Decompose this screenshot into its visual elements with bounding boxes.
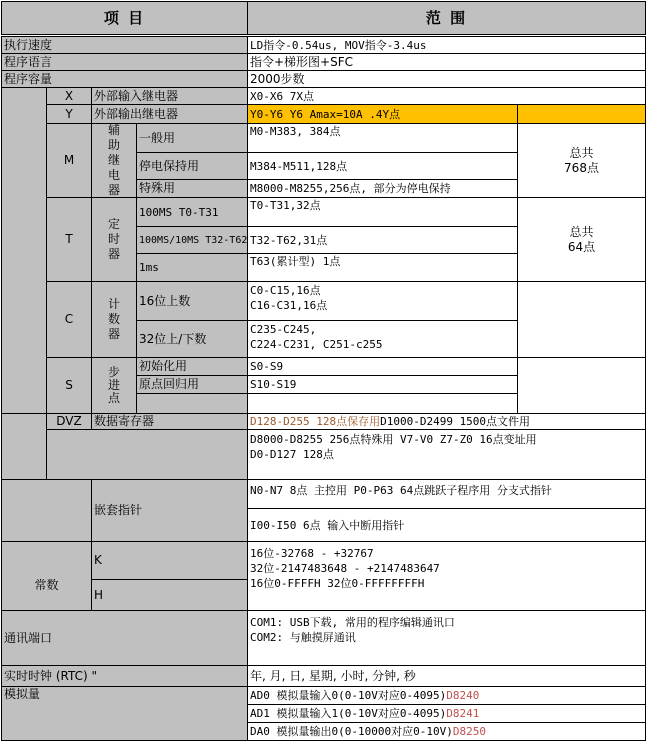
rtc-value: 年, 月, 日, 星期, 小时, 分钟, 秒 bbox=[247, 665, 646, 687]
t-sub-0-label: 100MS T0-T31 bbox=[136, 197, 248, 227]
m-sub-0-label: 一般用 bbox=[136, 123, 248, 153]
nest-label: 嵌套指针 bbox=[91, 479, 248, 542]
dvz-label: 数据寄存器 bbox=[91, 413, 248, 430]
t-code: T bbox=[46, 197, 92, 282]
analog-label: 模拟量 bbox=[1, 686, 248, 741]
m-total: 总共 768点 bbox=[517, 123, 646, 198]
header-range: 范 围 bbox=[247, 1, 646, 35]
analog-row-1 bbox=[247, 704, 646, 723]
dvz-value bbox=[247, 413, 646, 430]
y-code: Y bbox=[46, 104, 92, 124]
comm-label: 通讯端口 bbox=[1, 610, 248, 666]
s-sub-0-label: 初始化用 bbox=[136, 357, 248, 376]
t-sub-2-value: T63(累计型) 1点 bbox=[247, 253, 518, 282]
dvz-code: DVZ bbox=[46, 413, 92, 430]
dvz-value2: D8000-D8255 256点特殊用 V7-V0 Z7-Z0 16点变址用 D0-D127 128点 bbox=[247, 429, 646, 480]
t-sub-1-label: 100MS/10MS T32-T62 bbox=[136, 226, 248, 254]
m-sub-1-value: M384-M511,128点 bbox=[247, 152, 518, 180]
m-group: 辅助继电器 bbox=[91, 123, 137, 198]
m-sub-2-value: M8000-M8255,256点, 部分为停电保持 bbox=[247, 179, 518, 198]
t-total: 总共 64点 bbox=[517, 197, 646, 282]
analog-row-2-text: DA0 模拟量输出0(0-10000对应0-10V) bbox=[250, 725, 453, 738]
nest-value1: N0-N7 8点 主控用 P0-P63 64点跳跃子程序用 分支式指针 bbox=[247, 479, 646, 509]
t-sub-2-label: 1ms bbox=[136, 253, 248, 282]
x-code: X bbox=[46, 87, 92, 105]
x-value: X0-X6 7X点 bbox=[247, 87, 646, 105]
c-code: C bbox=[46, 281, 92, 358]
s-sub-1-label: 原点回归用 bbox=[136, 375, 248, 394]
const-value: 16位-32768 - +32767 32位-2147483648 - +2147483647 16位0-FFFFH 32位0-FFFFFFFFH bbox=[247, 541, 646, 611]
c-total-cell bbox=[517, 281, 646, 358]
const-label-cell bbox=[1, 541, 92, 611]
const-label: 常数 bbox=[34, 578, 59, 592]
m-code: M bbox=[46, 123, 92, 198]
y-value-fill bbox=[517, 104, 646, 124]
prog-capacity-label: 程序容量 bbox=[1, 70, 248, 88]
const-k: K bbox=[91, 541, 248, 580]
const-h: H bbox=[91, 579, 248, 611]
exec-speed-label: 执行速度 bbox=[1, 36, 248, 54]
c-group: 计数器 bbox=[91, 281, 137, 358]
c-sub-0-label: 16位上数 bbox=[136, 281, 248, 321]
header-item: 项 目 bbox=[1, 1, 248, 35]
s-group: 步进点 bbox=[91, 357, 137, 414]
t-sub-1-value: T32-T62,31点 bbox=[247, 226, 518, 254]
dvz-empty-block bbox=[46, 429, 248, 480]
c-sub-1-label: 32位上/下数 bbox=[136, 320, 248, 358]
analog-row-2 bbox=[247, 722, 646, 741]
analog-row-0-text: AD0 模拟量输入0(0-10V对应0-4095) bbox=[250, 689, 447, 702]
analog-row-1-reg: D8241 bbox=[446, 707, 480, 720]
prog-capacity-value: 2000步数 bbox=[247, 70, 646, 88]
s-sub-1-value: S10-S19 bbox=[247, 375, 518, 394]
analog-row-2-reg: D8250 bbox=[452, 725, 486, 738]
t-group: 定时器 bbox=[91, 197, 137, 282]
analog-row-1-text: AD1 模拟量输入1(0-10V对应0-4095) bbox=[250, 707, 447, 720]
dvz-value-part1: D128-D255 128点保存用 bbox=[250, 415, 381, 428]
s-total-cell bbox=[517, 357, 646, 414]
t-sub-0-value: T0-T31,32点 bbox=[247, 197, 518, 227]
nest-left-block bbox=[1, 479, 92, 542]
c-sub-0-value: C0-C15,16点 C16-C31,16点 bbox=[247, 281, 518, 321]
dvz-value-part2: D1000-D2499 1500点文件用 bbox=[380, 415, 531, 428]
dvz-left-block bbox=[1, 413, 47, 480]
s-sub-0-value: S0-S9 bbox=[247, 357, 518, 376]
m-sub-2-label: 特殊用 bbox=[136, 179, 248, 198]
analog-row-0-reg: D8240 bbox=[446, 689, 480, 702]
y-value: Y0-Y6 Y6 Amax=10A .4Y点 bbox=[247, 104, 518, 124]
x-label: 外部输入继电器 bbox=[91, 87, 248, 105]
device-group-block bbox=[1, 87, 47, 414]
c-sub-1-value: C235-C245, C224-C231, C251-c255 bbox=[247, 320, 518, 358]
s-empty-value bbox=[247, 393, 518, 414]
prog-lang-value: 指令+梯形图+SFC bbox=[247, 53, 646, 71]
nest-value2: I00-I50 6点 输入中断用指针 bbox=[247, 508, 646, 542]
rtc-label: 实时时钟 (RTC) " bbox=[1, 665, 248, 687]
y-label: 外部输出继电器 bbox=[91, 104, 248, 124]
s-sub-empty bbox=[136, 393, 248, 414]
comm-value: COM1: USB下载, 常用的程序编辑通讯口 COM2: 与触摸屏通讯 bbox=[247, 610, 646, 666]
prog-lang-label: 程序语言 bbox=[1, 53, 248, 71]
s-code: S bbox=[46, 357, 92, 414]
m-sub-0-value: M0-M383, 384点 bbox=[247, 123, 518, 153]
analog-row-0 bbox=[247, 686, 646, 705]
exec-speed-value: LD指令-0.54us, MOV指令-3.4us bbox=[247, 36, 646, 54]
m-sub-1-label: 停电保持用 bbox=[136, 152, 248, 180]
